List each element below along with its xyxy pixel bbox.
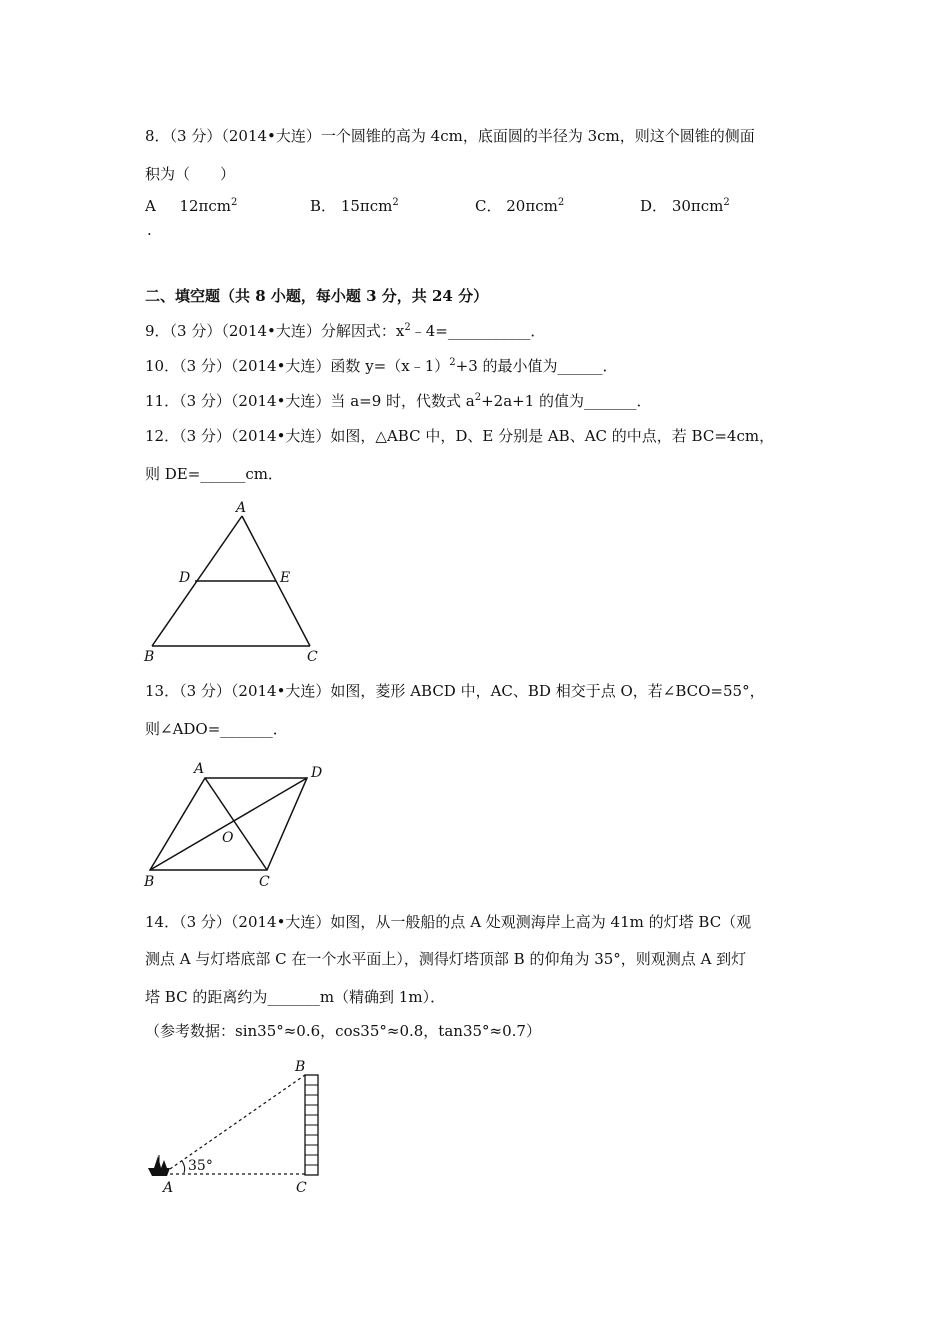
option-letter: B． — [310, 197, 337, 215]
label-b: B — [144, 649, 155, 665]
q14-stem-line3: 塔 BC 的距离约为_______m（精确到 1m）． — [145, 988, 446, 1006]
label-o: O — [222, 830, 234, 846]
q13-stem-line1: 13．（3 分）（2014•大连）如图，菱形 ABCD 中，AC、BD 相交于点 O，若∠BCO=55°， — [145, 682, 765, 700]
q12-stem-line2: 则 DE=______cm． — [145, 465, 283, 483]
q14-stem-line2: 测点 A 与灯塔底部 C 在一个水平面上），测得灯塔顶部 B 的仰角为 35°，则观测点 A 到灯 — [145, 950, 747, 968]
label-c: C — [307, 649, 318, 665]
q8-stem-line1: 8．（3 分）（2014•大连）一个圆锥的高为 4cm，底面圆的半径为 3cm，则这个圆锥的侧面 — [145, 127, 755, 145]
boat-icon — [148, 1155, 170, 1176]
q8-dot: . — [147, 221, 152, 239]
section-heading: 二、填空题（共 8 小题，每小题 3 分，共 24 分） — [145, 287, 489, 305]
q9-stem — [145, 321, 545, 341]
q12-stem-line1: 12．（3 分）（2014•大连）如图，△ABC 中，D、E 分别是 AB、AC 的中点，若 BC=4cm， — [145, 427, 775, 445]
q8-option-c — [475, 196, 564, 216]
q9-exponent: 2 — [404, 322, 411, 333]
q14-lighthouse-figure — [140, 1055, 340, 1200]
q8-option-b — [310, 196, 399, 216]
option-value: 20πcm — [506, 197, 558, 215]
q9-pre: 9．（3 分）（2014•大连）分解因式：x — [145, 322, 405, 340]
option-letter: D． — [640, 197, 668, 215]
option-letter: A — [145, 197, 156, 215]
option-value: 30πcm — [671, 197, 724, 215]
q8-option-a — [145, 196, 237, 216]
q11-stem — [145, 391, 652, 411]
angle-label: 35° — [188, 1158, 213, 1174]
sightline-ab — [170, 1075, 305, 1169]
label-b: B — [295, 1059, 306, 1075]
label-c: C — [296, 1180, 307, 1196]
q10-post: +3 的最小值为______． — [455, 357, 618, 375]
label-e: E — [280, 570, 291, 586]
label-d: D — [311, 765, 323, 781]
option-letter: C． — [475, 197, 502, 215]
q14-stem-line1: 14．（3 分）（2014•大连）如图，从一般船的点 A 处观测海岸上高为 41m 的灯塔 BC（观 — [145, 913, 752, 931]
option-exponent: 2 — [230, 197, 238, 208]
option-value: 12πcm — [179, 197, 231, 215]
q11-exponent: 2 — [474, 392, 482, 403]
lighthouse-tower — [305, 1075, 318, 1175]
q8-option-d — [640, 196, 730, 216]
label-c: C — [259, 874, 270, 890]
q14-reference-data: （参考数据：sin35°≈0.6，cos35°≈0.8，tan35°≈0.7） — [145, 1022, 541, 1040]
q10-pre: 10．（3 分）（2014•大连）函数 y=（x﹣1） — [145, 357, 450, 375]
q9-post: ﹣4=___________． — [410, 322, 546, 340]
q12-triangle-figure — [140, 498, 340, 668]
q11-post: +2a+1 的值为_______． — [481, 392, 652, 410]
q10-stem — [145, 356, 618, 376]
option-exponent: 2 — [392, 197, 399, 208]
q13-rhombus-figure — [140, 758, 340, 893]
diagonal-bd — [150, 778, 307, 870]
label-a: A — [163, 1180, 174, 1196]
label-d: D — [179, 570, 191, 586]
option-value: 15πcm — [340, 197, 393, 215]
q10-exponent: 2 — [449, 357, 456, 368]
angle-arc — [182, 1161, 185, 1173]
q13-stem-line2: 则∠ADO=_______． — [145, 720, 288, 738]
diagonal-ac — [205, 778, 267, 870]
label-a: A — [194, 761, 205, 777]
option-exponent: 2 — [723, 197, 730, 208]
q8-stem-line2: 积为（ ） — [145, 165, 236, 183]
q11-pre: 11．（3 分）（2014•大连）当 a=9 时，代数式 a — [145, 392, 475, 410]
label-b: B — [144, 874, 155, 890]
label-a: A — [236, 500, 247, 516]
option-exponent: 2 — [557, 197, 565, 208]
